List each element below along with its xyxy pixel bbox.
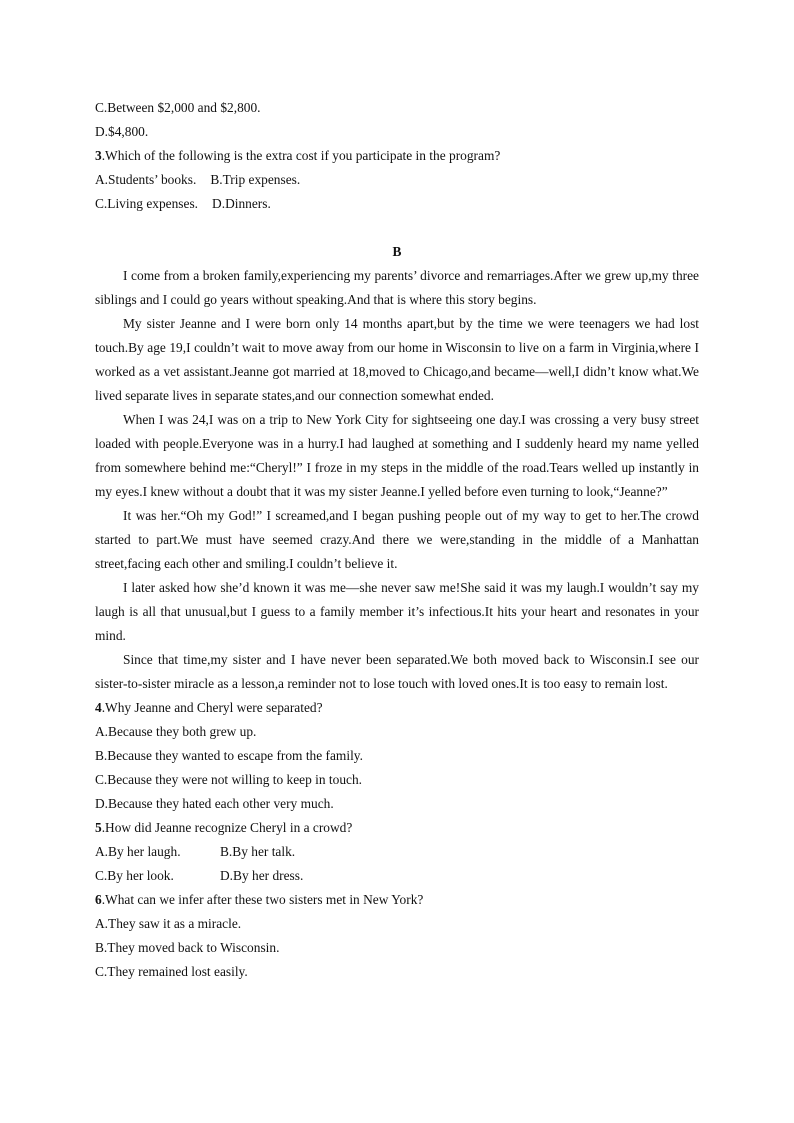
q3-options-row-1 bbox=[95, 168, 699, 192]
q6-option-c: C.They remained lost easily. bbox=[95, 964, 248, 979]
q6-option-b: B.They moved back to Wisconsin. bbox=[95, 940, 280, 955]
q5-options-row-2 bbox=[95, 864, 699, 888]
q5-options-row-1 bbox=[95, 840, 699, 864]
passage-paragraph-1: I come from a broken family,experiencing my parents’ divorce and remarriages.After we grew up,my three siblings and I could go years without speaking.And that is where this story begins. bbox=[95, 268, 699, 307]
q4-option-d: D.Because they hated each other very much. bbox=[95, 796, 334, 811]
q5-option-a: A.By her laugh. bbox=[95, 844, 181, 859]
passage-paragraph-3: When I was 24,I was on a trip to New York City for sightseeing one day.I was crossing a very busy street loaded with people.Everyone was in a hurry.I had laughed at something and I suddenly heard my name yelled from somewhere behind me:“Cheryl!” I froze in my steps in the middle of the road.Tears welled up instantly in my eyes.I knew without a doubt that it was my sister Jeanne.I yelled before even turning to look,“Jeanne?” bbox=[95, 412, 699, 499]
q5-option-c: C.By her look. bbox=[95, 868, 174, 883]
section-b-title: B bbox=[392, 244, 402, 259]
q3-stem: 3.Which of the following is the extra cost if you participate in the program? bbox=[95, 148, 501, 163]
passage-paragraph-5: I later asked how she’d known it was me—she never saw me!She said it was my laugh.I wouldn’t say my laugh is all that unusual,but I guess to a family member it’s infectious.It hits your heart and resonates in your mind. bbox=[95, 580, 699, 643]
q2-option-c: C.Between $2,000 and $2,800. bbox=[95, 100, 261, 115]
passage-paragraph-4: It was her.“Oh my God!” I screamed,and I began pushing people out of my way to get to her.The crowd started to part.We must have seemed crazy.And there we were,standing in the middle of a Manhattan street,facing each other and smiling.I couldn’t believe it. bbox=[95, 508, 699, 571]
q6-option-a: A.They saw it as a miracle. bbox=[95, 916, 242, 931]
q4-option-b: B.Because they wanted to escape from the family. bbox=[95, 748, 363, 763]
q3-option-d: D.Dinners. bbox=[212, 196, 271, 211]
q3-option-b: B.Trip expenses. bbox=[210, 172, 301, 187]
q4-option-a: A.Because they both grew up. bbox=[95, 724, 257, 739]
q3-option-a: A.Students’ books. bbox=[95, 172, 197, 187]
passage-paragraph-6: Since that time,my sister and I have never been separated.We both moved back to Wisconsin.I see our sister-to-sister miracle as a lesson,a reminder not to lose touch with loved ones.It is too easy to remain lost. bbox=[95, 652, 699, 691]
passage-paragraph-2: My sister Jeanne and I were born only 14 months apart,but by the time we were teenagers we had lost touch.By age 19,I couldn’t wait to move away from our home in Wisconsin to live on a farm in Virginia,where I worked as a vet assistant.Jeanne got married at 18,moved to Chicago,and became—well,I didn’t know what.We lived separate lives in separate states,and our connection somewhat ended. bbox=[95, 316, 699, 403]
q5-stem: 5.How did Jeanne recognize Cheryl in a crowd? bbox=[95, 820, 353, 835]
q2-option-d: D.$4,800. bbox=[95, 124, 149, 139]
q6-stem: 6.What can we infer after these two sisters met in New York? bbox=[95, 892, 424, 907]
q3-options-row-2 bbox=[95, 192, 699, 216]
q4-option-c: C.Because they were not willing to keep in touch. bbox=[95, 772, 363, 787]
q4-stem: 4.Why Jeanne and Cheryl were separated? bbox=[95, 700, 323, 715]
q5-option-d: D.By her dress. bbox=[220, 868, 304, 883]
document-page bbox=[95, 96, 699, 984]
q5-option-b: B.By her talk. bbox=[220, 844, 296, 859]
q3-option-c: C.Living expenses. bbox=[95, 196, 199, 211]
